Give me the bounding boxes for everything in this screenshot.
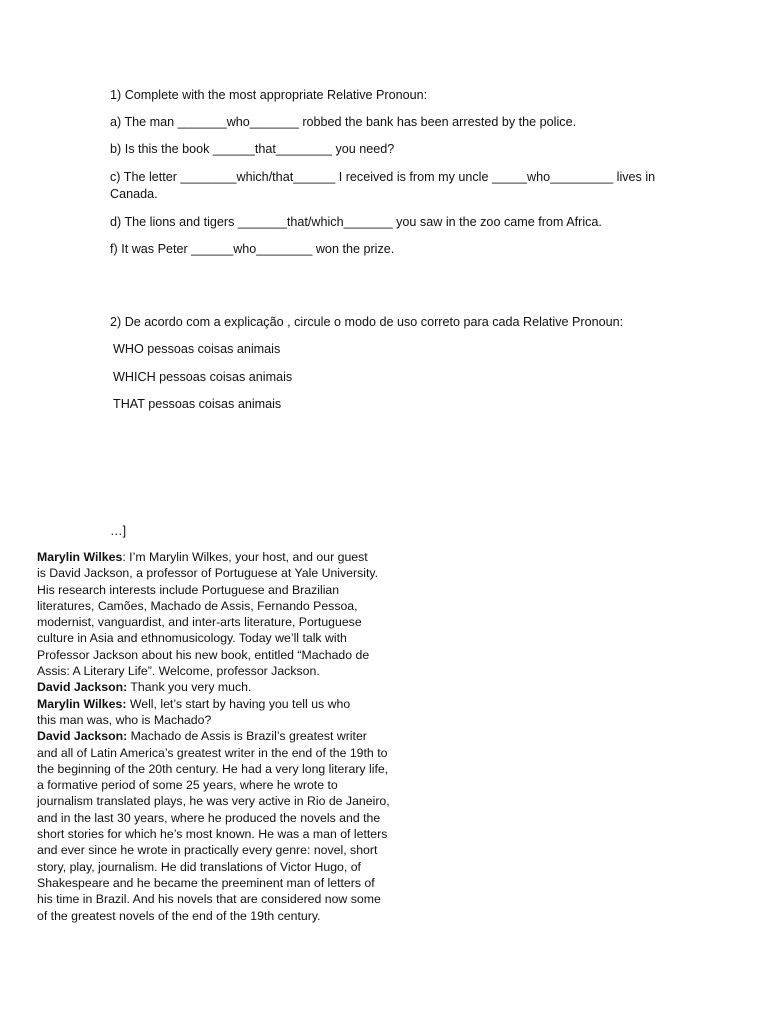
speaker-name: David Jackson: <box>37 680 128 695</box>
transcript-line <box>37 745 437 761</box>
transcript-line <box>37 582 437 598</box>
transcript-line <box>37 712 437 728</box>
transcript-text: modernist, vanguardist, and inter-arts literature, Portuguese <box>37 615 362 630</box>
transcript-text: Assis: A Literary Life”. Welcome, professor Jackson. <box>37 664 320 679</box>
ellipsis-marker: …] <box>110 524 127 538</box>
transcript-line <box>37 549 437 565</box>
speaker-name: Marylin Wilkes: <box>37 696 127 711</box>
transcript-text: Well, let’s start by having you tell us who <box>129 696 351 711</box>
transcript-line <box>37 908 437 924</box>
exercise2-option-who: WHO pessoas coisas animais <box>113 342 281 356</box>
transcript-text: Thank you very much. <box>130 680 252 695</box>
transcript-text: short stories for which he’s most known. He was a man of letters <box>37 827 388 842</box>
transcript-line <box>37 663 437 679</box>
exercise1-item-d: d) The lions and tigers _______that/which_______ you saw in the zoo came from Africa. <box>110 215 602 229</box>
transcript-line <box>37 793 437 809</box>
transcript-line <box>37 761 437 777</box>
transcript-line <box>37 728 437 744</box>
transcript-text: literatures, Camões, Machado de Assis, Fernando Pessoa, <box>37 598 358 613</box>
transcript-text: Shakespeare and he became the preeminent man of letters of <box>37 875 375 890</box>
transcript-line <box>37 565 437 581</box>
speaker-name: David Jackson: <box>37 729 128 744</box>
transcript-text: the beginning of the 20th century. He had a very long literary life, <box>37 761 389 776</box>
exercise1-item-c: c) The letter ________which/that______ I received is from my uncle _____who_________ lives in Canada. <box>110 170 659 201</box>
exercise2-option-that: THAT pessoas coisas animais <box>113 397 282 411</box>
transcript-text: is David Jackson, a professor of Portuguese at Yale University. <box>37 566 379 581</box>
transcript-text: culture in Asia and ethnomusicology. Today we’ll talk with <box>37 631 347 646</box>
transcript-text: His research interests include Portuguese and Brazilian <box>37 582 340 597</box>
transcript-line <box>37 826 437 842</box>
transcript-line <box>37 810 437 826</box>
transcript-line <box>37 891 437 907</box>
transcript-line <box>37 777 437 793</box>
speaker-name: Marylin Wilkes <box>37 550 123 564</box>
transcript-line <box>37 647 437 663</box>
exercise1-item-f: f) It was Peter ______who________ won the prize. <box>110 242 395 256</box>
transcript-text: this man was, who is Machado? <box>37 712 212 727</box>
exercise1-title: 1) Complete with the most appropriate Relative Pronoun: <box>110 88 428 102</box>
transcript-line <box>37 630 437 646</box>
transcript-text: story, play, journalism. He did translations of Victor Hugo, of <box>37 859 361 874</box>
transcript-line <box>37 696 437 712</box>
exercise1-item-b: b) Is this the book ______that________ you need? <box>110 142 395 156</box>
speaker-separator: : <box>122 550 130 564</box>
transcript-text: of the greatest novels of the end of the 19th century. <box>37 908 321 923</box>
transcript-text: his time in Brazil. And his novels that are considered now some <box>37 892 381 907</box>
exercise1-item-a: a) The man _______who_______ robbed the bank has been arrested by the police. <box>110 115 577 129</box>
transcript-line <box>37 679 437 695</box>
transcript-line <box>37 859 437 875</box>
transcript-text: and in the last 30 years, where he produced the novels and the <box>37 810 381 825</box>
transcript-text: a formative period of some 25 years, where he wrote to <box>37 778 338 793</box>
interview-transcript <box>37 549 437 924</box>
transcript-text: journalism translated plays, he was very active in Rio de Janeiro, <box>37 794 390 809</box>
transcript-text: and all of Latin America’s greatest writer in the end of the 19th to <box>37 745 388 760</box>
transcript-text: Machado de Assis is Brazil’s greatest writer <box>130 729 367 744</box>
transcript-text: Professor Jackson about his new book, entitled “Machado de <box>37 647 370 662</box>
transcript-line <box>37 614 437 630</box>
transcript-line <box>37 598 437 614</box>
transcript-text: and ever since he wrote in practically every genre: novel, short <box>37 843 378 858</box>
transcript-text: I’m Marylin Wilkes, your host, and our guest <box>129 550 368 564</box>
exercise2-title: 2) De acordo com a explicação , circule o modo de uso correto para cada Relative Pronoun: <box>110 315 624 329</box>
exercise2-option-which: WHICH pessoas coisas animais <box>113 370 293 384</box>
transcript-line <box>37 875 437 891</box>
transcript-line <box>37 842 437 858</box>
